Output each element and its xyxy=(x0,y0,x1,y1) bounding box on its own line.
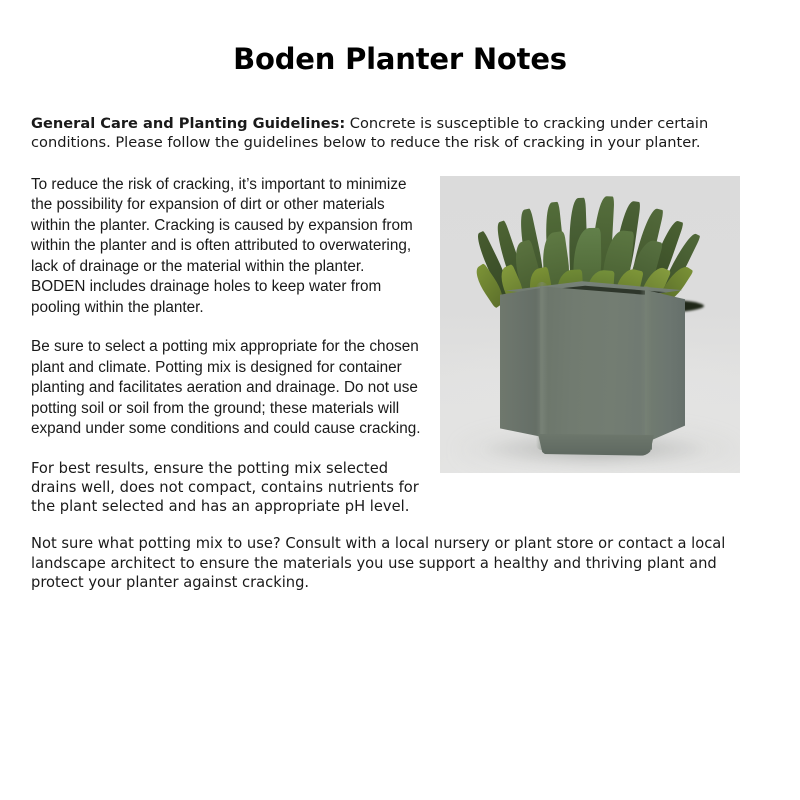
planter-corner-edge-right xyxy=(640,286,652,450)
page-title: Boden Planter Notes xyxy=(233,42,567,76)
intro-lead-label: General Care and Planting Guidelines: xyxy=(31,114,346,132)
paragraph-potting-mix: Be sure to select a potting mix appropriate for the chosen plant and climate. Potting mix is designed for container planting and facilitates aeration and drainage. Do not use potting soil or soil from the ground; these materials will expand under some conditions and could cause cracking. xyxy=(31,338,421,438)
planter-base xyxy=(538,434,654,456)
paragraph-consult: Not sure what potting mix to use? Consult with a local nursery or plant store or contact a local landscape architect to ensure the materials you use support a healthy and thriving plant and protect your planter against cracking. xyxy=(31,535,726,591)
planter-corner-edge-left xyxy=(536,282,548,450)
document-body xyxy=(0,77,800,610)
planter-face-front xyxy=(540,284,652,450)
intro-body-text: Concrete is susceptible to cracking under certain conditions. Please follow the guidelines below to reduce the risk of cracking in your planter. xyxy=(31,114,709,151)
paragraph-best-results: For best results, ensure the potting mix selected drains well, does not compact, contains nutrients for the plant selected and has an appropriate pH level. xyxy=(31,459,419,516)
product-image xyxy=(440,176,740,473)
cube-planter-illustration xyxy=(440,176,740,473)
paragraph-reduce-risk: To reduce the risk of cracking, it’s important to minimize the possibility for expansion of dirt or other materials within the planter. Cracking is caused by expansion from within the planter and is often attributed to overwatering, lack of drainage or the material within the planter. BODEN includes drainage holes to keep water from pooling within the planter. xyxy=(31,175,413,316)
intro-paragraph xyxy=(31,115,740,153)
